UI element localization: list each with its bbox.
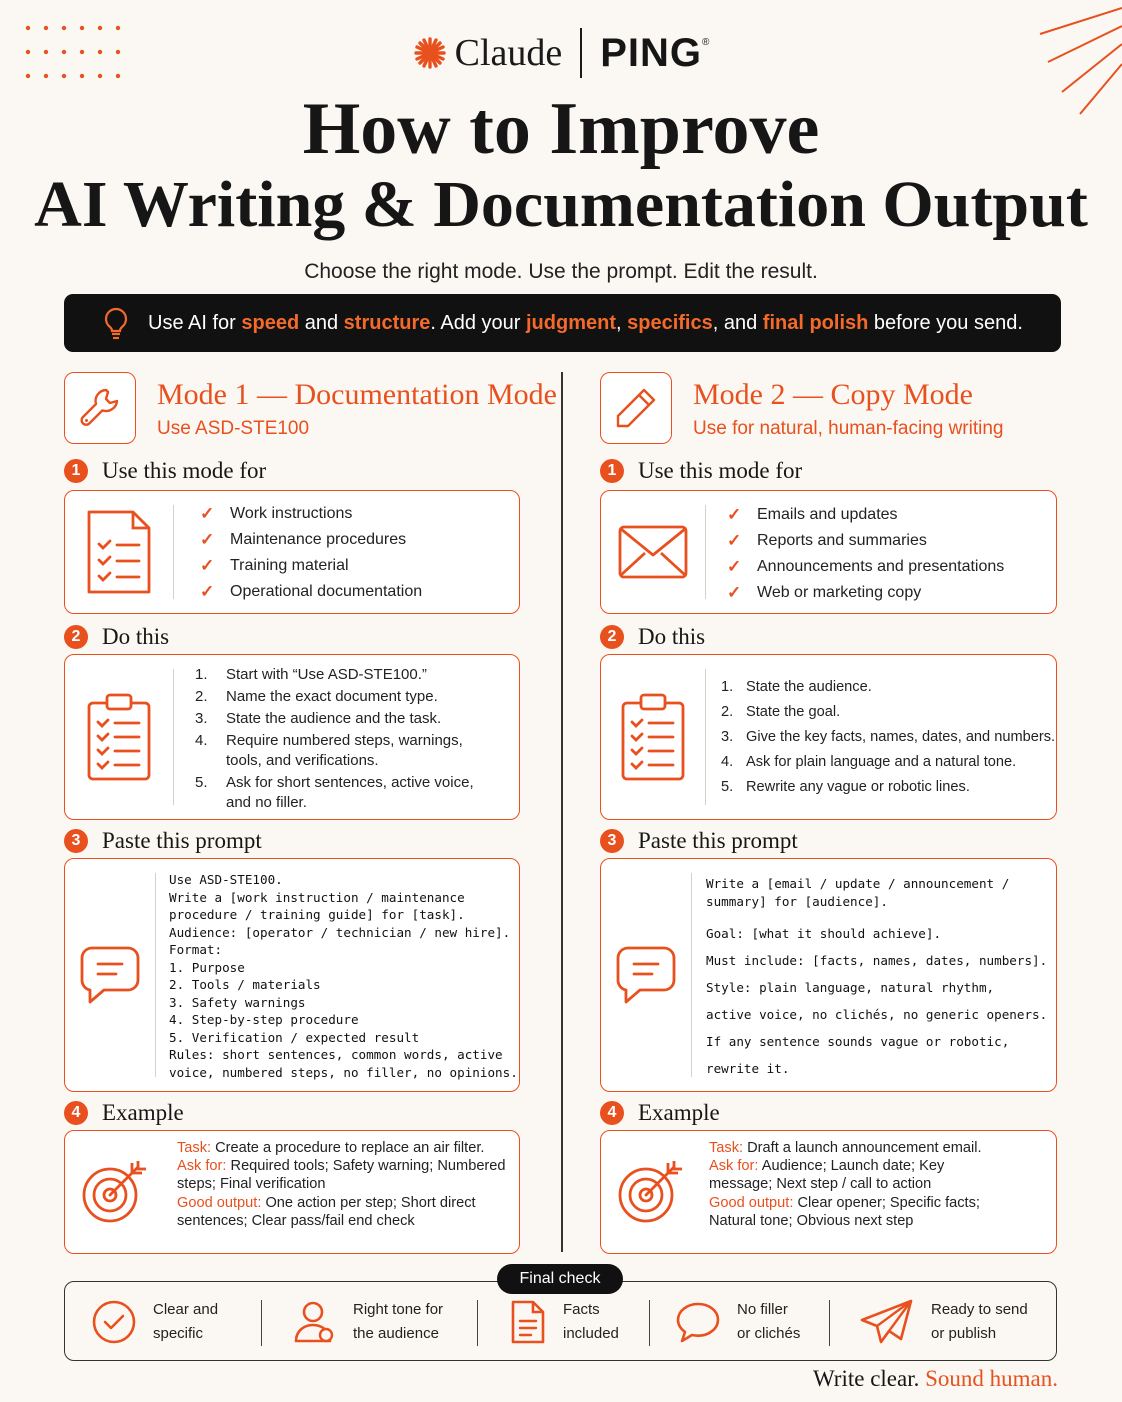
step-number-badge: 1 xyxy=(64,459,88,483)
section-title: Do this xyxy=(638,624,706,649)
user-icon xyxy=(293,1299,337,1345)
chat-bubble-icon xyxy=(78,944,142,1006)
list-item: 4. Require numbered steps, warnings, tools, and verifications. xyxy=(195,732,463,769)
section-title: Do this xyxy=(102,624,170,649)
list-item: 2. Name the exact document type. xyxy=(195,688,438,705)
mode2-section-do-this xyxy=(600,624,705,650)
list-item: ✓ Emails and updates xyxy=(727,505,898,524)
clipboard-checklist-icon xyxy=(617,691,689,783)
list-item: 3. State the audience and the task. xyxy=(195,710,442,727)
final-check-item: No filler or clichés xyxy=(675,1282,800,1362)
section-title: Example xyxy=(638,1100,720,1125)
mode1-use-for-list xyxy=(200,501,422,605)
page-title-line2: AI Writing & Documentation Output xyxy=(34,168,1088,241)
mode1-steps-list xyxy=(195,665,495,813)
check-icon: ✓ xyxy=(727,557,742,576)
mode2-prompt-text[interactable]: Write a [email / update / announcement / summary] for [audience]. Goal: [what it should achieve]. Must include: [facts, names, dates, numbers]. Style: plain language, natural rhythm, active voice, no clichés, no generic openers. If any sentence sounds vague or robotic, rewrite it. xyxy=(706,876,1048,1076)
mode2-subtitle: Use for natural, human-facing writing xyxy=(693,418,1004,439)
mode2-prompt-card xyxy=(600,858,1057,1092)
registered-mark: ® xyxy=(702,36,710,48)
final-check-item: Ready to send or publish xyxy=(859,1282,1028,1362)
check-icon: ✓ xyxy=(727,505,742,524)
mode1-section-use-for xyxy=(64,458,266,484)
final-check-item: Clear and specific xyxy=(91,1282,218,1362)
claude-logo xyxy=(413,31,563,75)
mode1-title: Mode 1 — Documentation Mode xyxy=(157,378,557,411)
list-item: 5. Ask for short sentences, active voice, and no filler. xyxy=(195,774,474,811)
list-item: 1. State the audience. xyxy=(721,679,872,695)
step-number-badge: 3 xyxy=(64,829,88,853)
mode2-use-for-list xyxy=(727,502,1004,606)
pencil-icon xyxy=(612,384,660,432)
mode1-subtitle: Use ASD-STE100 xyxy=(157,418,310,439)
list-item: ✓ Work instructions xyxy=(200,504,353,523)
tagline: Write clear. Sound human. xyxy=(813,1366,1058,1391)
check-icon: ✓ xyxy=(200,530,215,549)
banner-text: Use AI for speed and structure. Add your judgment, specifics, and final polish before you send. xyxy=(148,311,1023,334)
mode2-section-use-for xyxy=(600,458,802,484)
column-divider xyxy=(561,372,563,1252)
step-number-badge: 1 xyxy=(600,459,624,483)
logo-divider xyxy=(580,28,582,78)
mode1-section-prompt xyxy=(64,828,262,854)
list-item: 1. Start with “Use ASD-STE100.” xyxy=(195,666,427,683)
target-icon xyxy=(616,1159,686,1225)
mode1-example-text: Task: Create a procedure to replace an air filter. Ask for: Required tools; Safety warning; Numbered steps; Final verification Good output: One action per step; Short direct sentences; Clear pass/fail end check xyxy=(177,1140,506,1229)
speech-bubble-icon xyxy=(675,1300,721,1344)
check-icon: ✓ xyxy=(727,583,742,602)
page-subtitle: Choose the right mode. Use the prompt. Edit the result. xyxy=(304,260,818,283)
mode2-section-example xyxy=(600,1100,720,1126)
check-icon: ✓ xyxy=(727,531,742,550)
mode2-steps-list xyxy=(721,675,1055,800)
list-item: ✓ Web or marketing copy xyxy=(727,583,922,602)
ping-logo xyxy=(600,31,709,76)
page-title-line1: How to Improve xyxy=(302,88,820,170)
paper-plane-icon xyxy=(859,1298,915,1346)
section-title: Paste this prompt xyxy=(102,828,262,853)
section-title: Paste this prompt xyxy=(638,828,798,853)
section-title: Example xyxy=(102,1100,184,1125)
mode2-section-prompt xyxy=(600,828,798,854)
step-number-badge: 2 xyxy=(64,625,88,649)
wrench-icon xyxy=(76,384,124,432)
mode2-example-text: Task: Draft a launch announcement email. Ask for: Audience; Launch date; Key message; Next step / call to action Good output: Clear opener; Specific facts; Natural tone; Obvious next step xyxy=(709,1140,982,1229)
mode1-prompt-text[interactable]: Use ASD-STE100. Write a [work instruction / maintenance procedure / training guide] for [task]. Audience: [operator / technician / new hire]. Format: 1. Purpose 2. Tools / materials 3. Safety warnings 4. Step-by-step procedure 5. Verification / expected result Rules: short sentences, common words, active voice, numbered steps, no filler, no opinions. xyxy=(169,872,518,1080)
lightbulb-icon xyxy=(102,306,130,340)
list-item: ✓ Maintenance procedures xyxy=(200,530,407,549)
claude-spark-icon xyxy=(413,36,447,70)
checklist-document-icon xyxy=(83,508,155,596)
target-icon xyxy=(80,1159,150,1225)
chat-bubble-icon xyxy=(614,944,678,1006)
list-item: ✓ Announcements and presentations xyxy=(727,557,1005,576)
ping-wordmark: PING xyxy=(600,30,703,75)
mode1-do-this-card xyxy=(64,654,520,820)
mode1-section-do-this xyxy=(64,624,169,650)
list-item: ✓ Training material xyxy=(200,556,349,575)
mode2-example-card xyxy=(600,1130,1057,1254)
step-number-badge: 3 xyxy=(600,829,624,853)
final-check-item: Right tone for the audience xyxy=(293,1282,443,1362)
step-number-badge: 4 xyxy=(64,1101,88,1125)
mode1-prompt-card xyxy=(64,858,520,1092)
final-check-item: Facts included xyxy=(509,1282,619,1362)
list-item: 4. Ask for plain language and a natural tone. xyxy=(721,754,1017,770)
mode1-use-for-card xyxy=(64,490,520,614)
mode1-example-card xyxy=(64,1130,520,1254)
clipboard-checklist-icon xyxy=(83,691,155,783)
document-icon xyxy=(509,1299,547,1345)
list-item: ✓ Operational documentation xyxy=(200,582,423,601)
list-item: 2. State the goal. xyxy=(721,704,841,720)
section-title: Use this mode for xyxy=(638,458,803,483)
envelope-icon xyxy=(617,523,689,581)
list-item: 5. Rewrite any vague or robotic lines. xyxy=(721,779,970,795)
step-number-badge: 4 xyxy=(600,1101,624,1125)
check-icon: ✓ xyxy=(200,556,215,575)
mode1-section-example xyxy=(64,1100,184,1126)
mode2-icon-box xyxy=(600,372,672,444)
check-icon: ✓ xyxy=(200,504,215,523)
step-number-badge: 2 xyxy=(600,625,624,649)
mode2-title: Mode 2 — Copy Mode xyxy=(693,378,973,411)
section-title: Use this mode for xyxy=(102,458,267,483)
check-icon: ✓ xyxy=(200,582,215,601)
mode1-icon-box xyxy=(64,372,136,444)
tip-banner xyxy=(64,294,1061,352)
list-item: 3. Give the key facts, names, dates, and numbers. xyxy=(721,729,1056,745)
list-item: ✓ Reports and summaries xyxy=(727,531,927,550)
mode2-do-this-card xyxy=(600,654,1057,820)
mode2-use-for-card xyxy=(600,490,1057,614)
claude-wordmark: Claude xyxy=(454,32,563,74)
final-check-label: Final check xyxy=(497,1264,623,1294)
logo-row xyxy=(0,28,1122,78)
check-circle-icon xyxy=(91,1299,137,1345)
